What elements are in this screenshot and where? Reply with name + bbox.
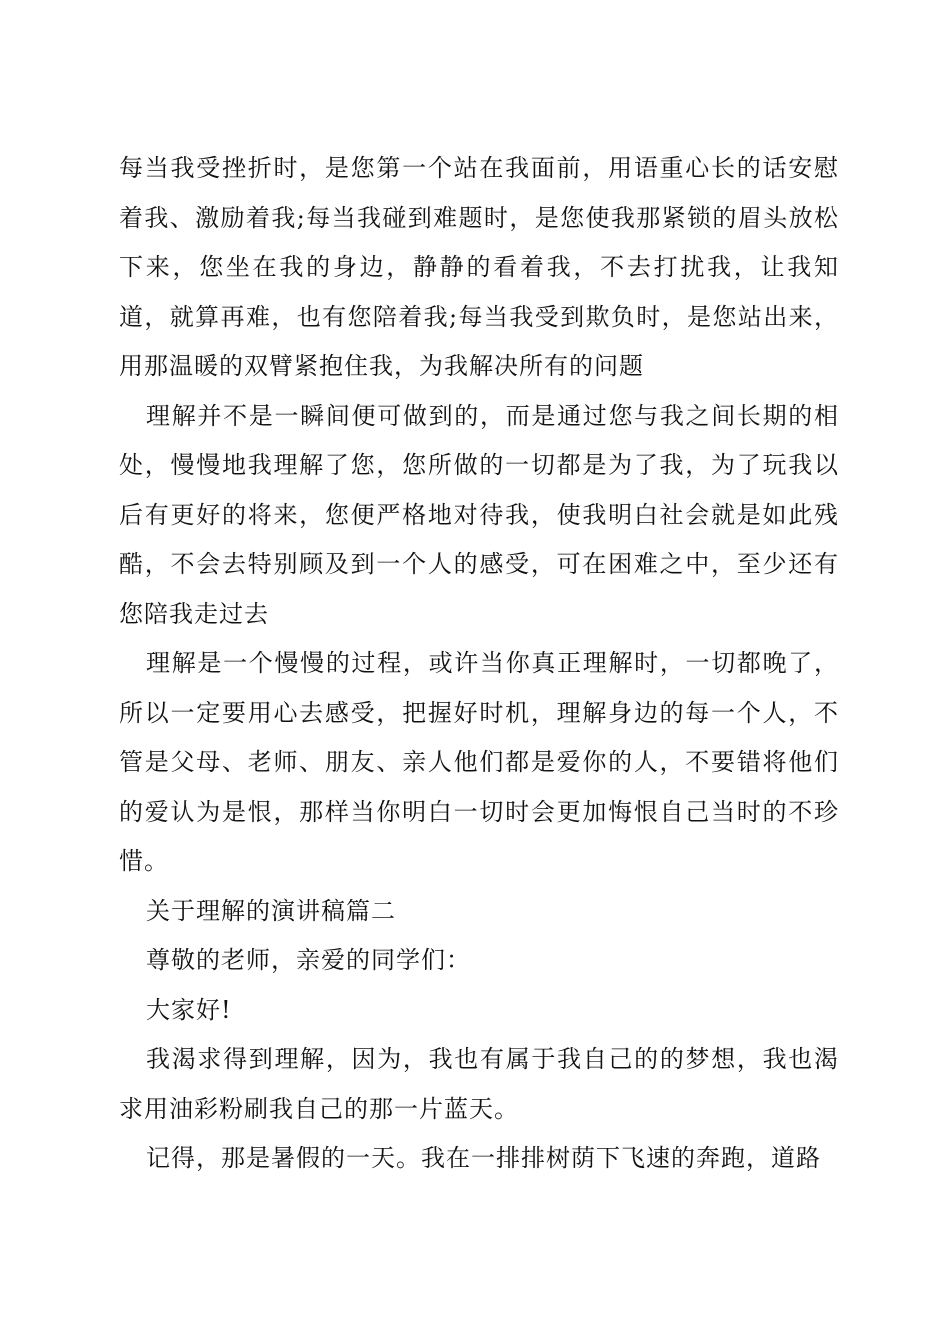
paragraph-3: 理解是一个慢慢的过程，或许当你真正理解时，一切都晚了，所以一定要用心去感受，把握好时机，理解身边的每一个人，不管是父母、老师、朋友、亲人他们都是爱你的人，不要错将他们的爱认为是恨，那样当你明白一切时会更加悔恨自己当时的不珍惜。 bbox=[119, 649, 839, 875]
section-heading: 关于理解的演讲稿篇二 bbox=[146, 896, 396, 925]
paragraph-2: 理解并不是一瞬间便可做到的，而是通过您与我之间长期的相处，慢慢地我理解了您，您所做的一切都是为了我，为了玩我以后有更好的将来，您便严格地对待我，使我明白社会就是如此残酷，不会去特别顾及到一个人的感受，可在困难之中，至少还有您陪我走过去 bbox=[119, 401, 839, 628]
greeting: 大家好! bbox=[146, 995, 232, 1024]
paragraph-1: 每当我受挫折时，是您第一个站在我面前，用语重心长的话安慰着我、激励着我;每当我碰到难题时，是您使我那紧锁的眉头放松下来，您坐在我的身边，静静的看着我，不去打扰我，让我知道，就算再难，也有您陪着我;每当我受到欺负时，是您站出来，用那温暖的双臂紧抱住我，为我解决所有的问题 bbox=[119, 154, 839, 380]
salutation: 尊敬的老师，亲爱的同学们： bbox=[146, 946, 471, 974]
document-body bbox=[119, 144, 839, 1184]
paragraph-4: 我渴求得到理解，因为，我也有属于我自己的的梦想，我也渴求用油彩粉刷我自己的那一片蓝天。 bbox=[119, 1045, 839, 1123]
paragraph-5: 记得，那是暑假的一天。我在一排排树荫下飞速的奔跑，道路 bbox=[146, 1144, 821, 1172]
